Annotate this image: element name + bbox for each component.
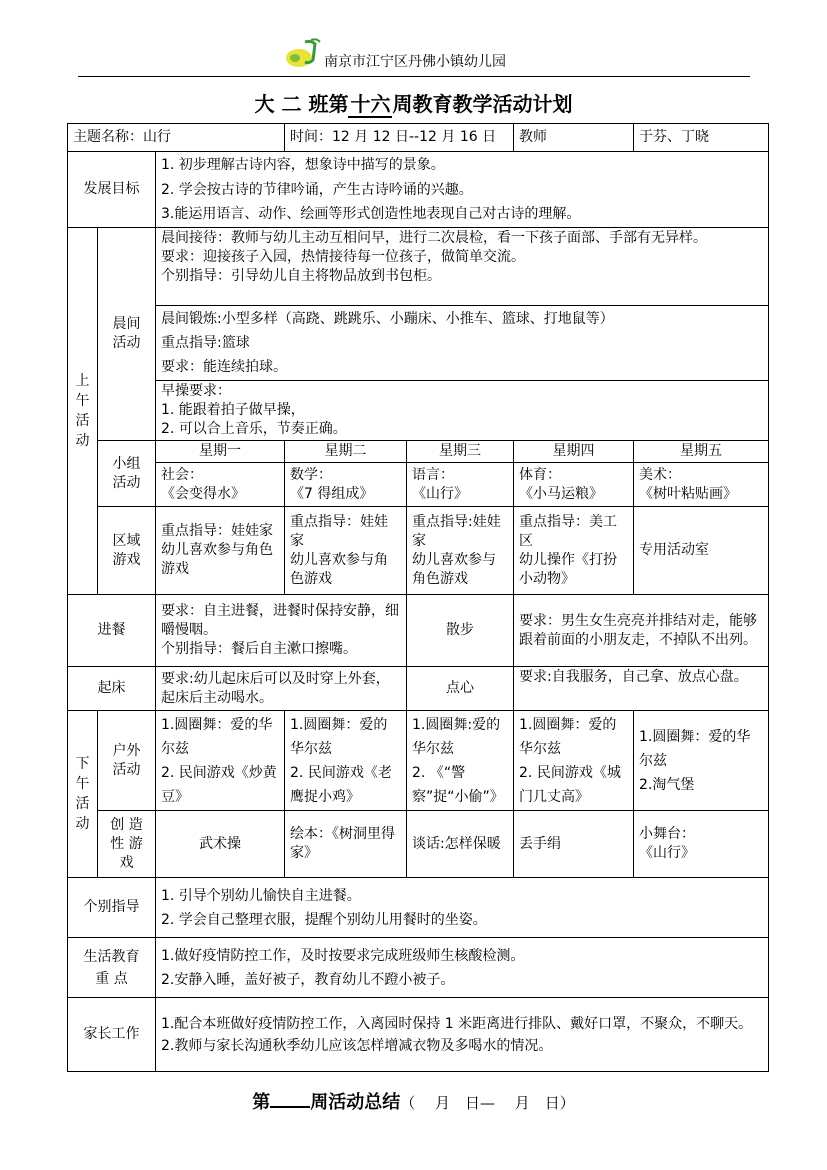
area-mon: 重点指导：娃娃家 幼儿喜欢参与角色游戏 (156, 507, 285, 595)
area-game-label: 区域 游戏 (98, 507, 156, 595)
creative-wed: 谈话:怎样保暖 (407, 811, 514, 878)
summary-prefix: 第 (252, 1092, 271, 1113)
outdoor-wed: 1.圆圈舞:爱的华尔兹 2. 《“警察”捉“小偷”》 (407, 711, 514, 811)
afternoon-section-label: 下 午 活 动 (68, 711, 98, 878)
parents-label: 家长工作 (68, 998, 156, 1072)
morning-reception: 晨间接待：教师与幼儿主动互相问早，进行二次晨检，看一下孩子面部、手部有无异样。 要求：迎接孩子入园，热情接待每一位孩子，做简单交流。 个别指导：引导幼儿自主将物品放到书包柜。 (156, 228, 769, 306)
weekday-fri: 星期五 (634, 441, 769, 463)
outdoor-fri: 1.圆圈舞：爱的华尔兹 2.淘气堡 (634, 711, 769, 811)
wake-label: 起床 (68, 667, 156, 711)
guidance-label: 个别指导 (68, 878, 156, 938)
outdoor-mon: 1.圆圈舞：爱的华尔兹 2. 民间游戏《炒黄豆》 (156, 711, 285, 811)
weekday-wed: 星期三 (407, 441, 514, 463)
weekday-thu: 星期四 (514, 441, 634, 463)
summary-title: 周活动总结 (310, 1092, 401, 1113)
area-wed: 重点指导:娃娃家 幼儿喜欢参与角色游戏 (407, 507, 514, 595)
snack-text: 要求:自我服务，自己拿、放点心盘。 (514, 667, 769, 711)
week-summary (0, 1088, 827, 1114)
group-mon: 社会： 《会变得水》 (156, 463, 285, 507)
summary-dates: （ 月 日— 月 日） (400, 1094, 575, 1112)
time-cell: 时间：12 月 12 日--12 月 16 日 (285, 124, 514, 152)
teacher-names: 于芬、丁晓 (634, 124, 769, 152)
goals-cell (156, 152, 769, 228)
summary-week-blank (270, 1090, 310, 1108)
creative-thu: 丢手绢 (514, 811, 634, 878)
parents-text: 1.配合本班做好疫情防控工作，入离园时保持 1 米距离进行排队、戴好口罩，不聚众，不聊天。 2.教师与家长沟通秋季幼儿应该怎样增减衣物及多喝水的情况。 (156, 998, 769, 1072)
group-activity-label: 小组 活动 (98, 441, 156, 507)
weekday-mon: 星期一 (156, 441, 285, 463)
outdoor-tue: 1.圆圈舞：爱的华尔兹 2. 民间游戏《老鹰捉小鸡》 (285, 711, 407, 811)
school-logo-icon (285, 38, 321, 68)
morning-activity-label: 晨间 活动 (98, 228, 156, 441)
title-suffix: 周教育教学活动计划 (392, 92, 573, 116)
goal-item: 3.能运用语言、动作、绘画等形式创造性地表现自己对古诗的理解。 (161, 206, 581, 222)
page-title (0, 88, 827, 117)
wake-text: 要求:幼儿起床后可以及时穿上外套，起床后主动喝水。 (156, 667, 407, 711)
plan-table (67, 123, 769, 1072)
life-text: 1.做好疫情防控工作，及时按要求完成班级师生核酸检测。 2.安静入睡，盖好被子，教育幼儿不蹬小被子。 (156, 938, 769, 998)
morning-exercise: 晨间锻炼:小型多样（高跷、跳跳乐、小蹦床、小推车、篮球、打地鼠等） 重点指导:篮球 要求：能连续拍球。 (156, 306, 769, 381)
snack-label: 点心 (407, 667, 514, 711)
life-label: 生活教育 重 点 (68, 938, 156, 998)
walk-label: 散步 (407, 595, 514, 667)
page-header (78, 38, 750, 77)
goals-label: 发展目标 (68, 152, 156, 228)
creative-mon: 武术操 (156, 811, 285, 878)
group-wed: 语言： 《山行》 (407, 463, 514, 507)
weekday-tue: 星期二 (285, 441, 407, 463)
title-week: 十六 (350, 92, 391, 116)
area-thu: 重点指导：美工区 幼儿操作《打扮小动物》 (514, 507, 634, 595)
creative-fri: 小舞台： 《山行》 (634, 811, 769, 878)
creative-game-label: 创 造 性 游 戏 (98, 811, 156, 878)
school-name: 南京市江宁区丹佛小镇幼儿园 (324, 54, 506, 70)
group-tue: 数学： 《7 得组成》 (285, 463, 407, 507)
outdoor-label: 户外 活动 (98, 711, 156, 811)
morning-section-label: 上 午 活 动 (68, 228, 98, 595)
group-thu: 体育： 《小马运粮》 (514, 463, 634, 507)
walk-text: 要求：男生女生亮亮并排结对走，能够跟着前面的小朋友走，不掉队不出列。 (514, 595, 769, 667)
guidance-text: 1. 引导个别幼儿愉快自主进餐。 2. 学会自己整理衣服，提醒个别幼儿用餐时的坐姿。 (156, 878, 769, 938)
teacher-label: 教师 (514, 124, 634, 152)
meal-text: 要求：自主进餐，进餐时保持安静，细嚼慢咽。 个别指导：餐后自主漱口擦嘴。 (156, 595, 407, 667)
theme-cell: 主题名称：山行 (68, 124, 285, 152)
outdoor-thu: 1.圆圈舞：爱的华尔兹 2. 民间游戏《城门几丈高》 (514, 711, 634, 811)
morning-drill: 早操要求： 1. 能跟着拍子做早操， 2. 可以合上音乐，节奏正确。 (156, 381, 769, 441)
meal-label: 进餐 (68, 595, 156, 667)
goal-item: 1. 初步理解古诗内容，想象诗中描写的景象。 (161, 157, 445, 173)
goal-item: 2. 学会按古诗的节律吟诵，产生古诗吟诵的兴趣。 (161, 182, 473, 198)
creative-tue: 绘本：《树洞里得家》 (285, 811, 407, 878)
title-class: 大 二 班第 (254, 92, 349, 116)
area-fri: 专用活动室 (634, 507, 769, 595)
group-fri: 美术： 《树叶粘贴画》 (634, 463, 769, 507)
area-tue: 重点指导：娃娃家 幼儿喜欢参与角色游戏 (285, 507, 407, 595)
